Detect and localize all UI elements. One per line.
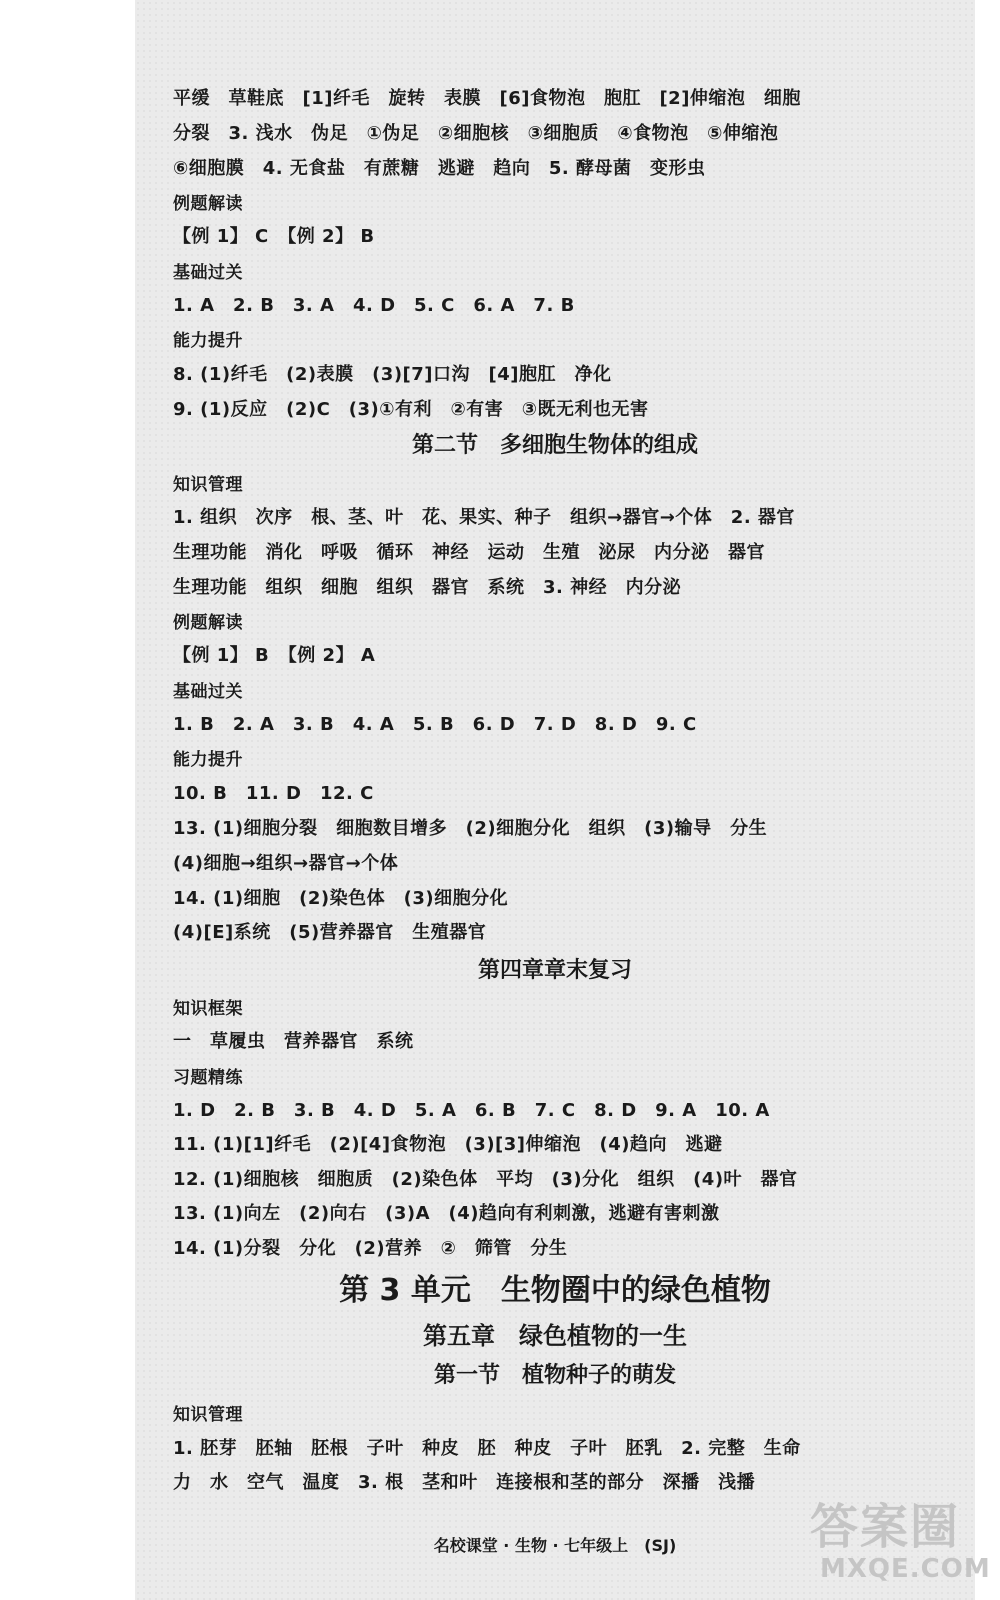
section-label: 例题解读 xyxy=(173,613,243,633)
answer-line: 13. (1)向左 (2)向右 (3)A (4)趋向有利刺激，逃避有害刺激 xyxy=(173,1203,720,1224)
answer-line: 力 水 空气 温度 3. 根 茎和叶 连接根和茎的部分 深播 浅播 xyxy=(173,1472,756,1493)
answer-line: 生理功能 组织 细胞 组织 器官 系统 3. 神经 内分泌 xyxy=(173,577,682,598)
answer-line: 1. B 2. A 3. B 4. A 5. B 6. D 7. D 8. D 9. C xyxy=(173,714,697,735)
answer-line: 1. 组织 次序 根、茎、叶 花、果实、种子 组织→器官→个体 2. 器官 xyxy=(173,507,795,528)
section-label: 能力提升 xyxy=(173,331,243,351)
answer-line: 13. (1)细胞分裂 细胞数目增多 (2)细胞分化 组织 (3)输导 分生 xyxy=(173,818,768,839)
section-label: 知识框架 xyxy=(173,999,243,1019)
answer-line: 14. (1)细胞 (2)染色体 (3)细胞分化 xyxy=(173,888,509,909)
section-label: 知识管理 xyxy=(173,475,243,495)
page-footer: 名校课堂 · 生物 · 七年级上 (SJ) xyxy=(433,1536,677,1555)
watermark-url: MXQE.COM xyxy=(820,1554,991,1584)
answer-line: 1. D 2. B 3. B 4. D 5. A 6. B 7. C 8. D 9. A 10. A xyxy=(173,1100,770,1121)
answer-line: 【例 1】 B 【例 2】 A xyxy=(173,645,376,666)
answer-line: ⑥细胞膜 4. 无食盐 有蔗糖 逃避 趋向 5. 酵母菌 变形虫 xyxy=(173,158,706,179)
answer-line: (4)[E]系统 (5)营养器官 生殖器官 xyxy=(173,922,487,943)
answer-line: 【例 1】 C 【例 2】 B xyxy=(173,226,375,247)
section-title: 第一节 植物种子的萌发 xyxy=(433,1363,676,1388)
answer-line: 平缓 草鞋底 [1]纤毛 旋转 表膜 [6]食物泡 胞肛 [2]伸缩泡 细胞 xyxy=(173,88,801,109)
answer-line: 分裂 3. 浅水 伪足 ①伪足 ②细胞核 ③细胞质 ④食物泡 ⑤伸缩泡 xyxy=(173,123,779,144)
answer-line: 14. (1)分裂 分化 (2)营养 ② 筛管 分生 xyxy=(173,1238,568,1259)
watermark-title: 答案圈 xyxy=(810,1499,961,1555)
section-label: 基础过关 xyxy=(173,682,243,702)
answer-line: 8. (1)纤毛 (2)表膜 (3)[7]口沟 [4]胞肛 净化 xyxy=(173,364,612,385)
section-label: 例题解读 xyxy=(173,194,243,214)
answer-line: 9. (1)反应 (2)C (3)①有利 ②有害 ③既无利也无害 xyxy=(173,399,649,420)
answer-line: 12. (1)细胞核 细胞质 (2)染色体 平均 (3)分化 组织 (4)叶 器官 xyxy=(173,1169,798,1190)
answer-line: 一 草履虫 营养器官 系统 xyxy=(173,1031,414,1052)
answer-line: 1. A 2. B 3. A 4. D 5. C 6. A 7. B xyxy=(173,295,575,316)
section-label: 基础过关 xyxy=(173,263,243,283)
section-title: 第二节 多细胞生物体的组成 xyxy=(411,433,698,458)
section-title: 第四章章末复习 xyxy=(477,958,632,983)
answer-line: 11. (1)[1]纤毛 (2)[4]食物泡 (3)[3]伸缩泡 (4)趋向 逃避 xyxy=(173,1134,723,1155)
answer-line: 生理功能 消化 呼吸 循环 神经 运动 生殖 泌尿 内分泌 器官 xyxy=(173,542,765,563)
unit-title: 第 3 单元 生物圈中的绿色植物 xyxy=(339,1273,771,1308)
section-label: 习题精练 xyxy=(173,1068,243,1088)
section-label: 能力提升 xyxy=(173,750,243,770)
answer-line: 10. B 11. D 12. C xyxy=(173,783,374,804)
answer-line: (4)细胞→组织→器官→个体 xyxy=(173,853,399,874)
section-label: 知识管理 xyxy=(173,1405,243,1425)
answer-line: 1. 胚芽 胚轴 胚根 子叶 种皮 胚 种皮 子叶 胚乳 2. 完整 生命 xyxy=(173,1438,801,1459)
chapter-title: 第五章 绿色植物的一生 xyxy=(423,1322,687,1350)
watermark-logo xyxy=(800,1488,991,1598)
